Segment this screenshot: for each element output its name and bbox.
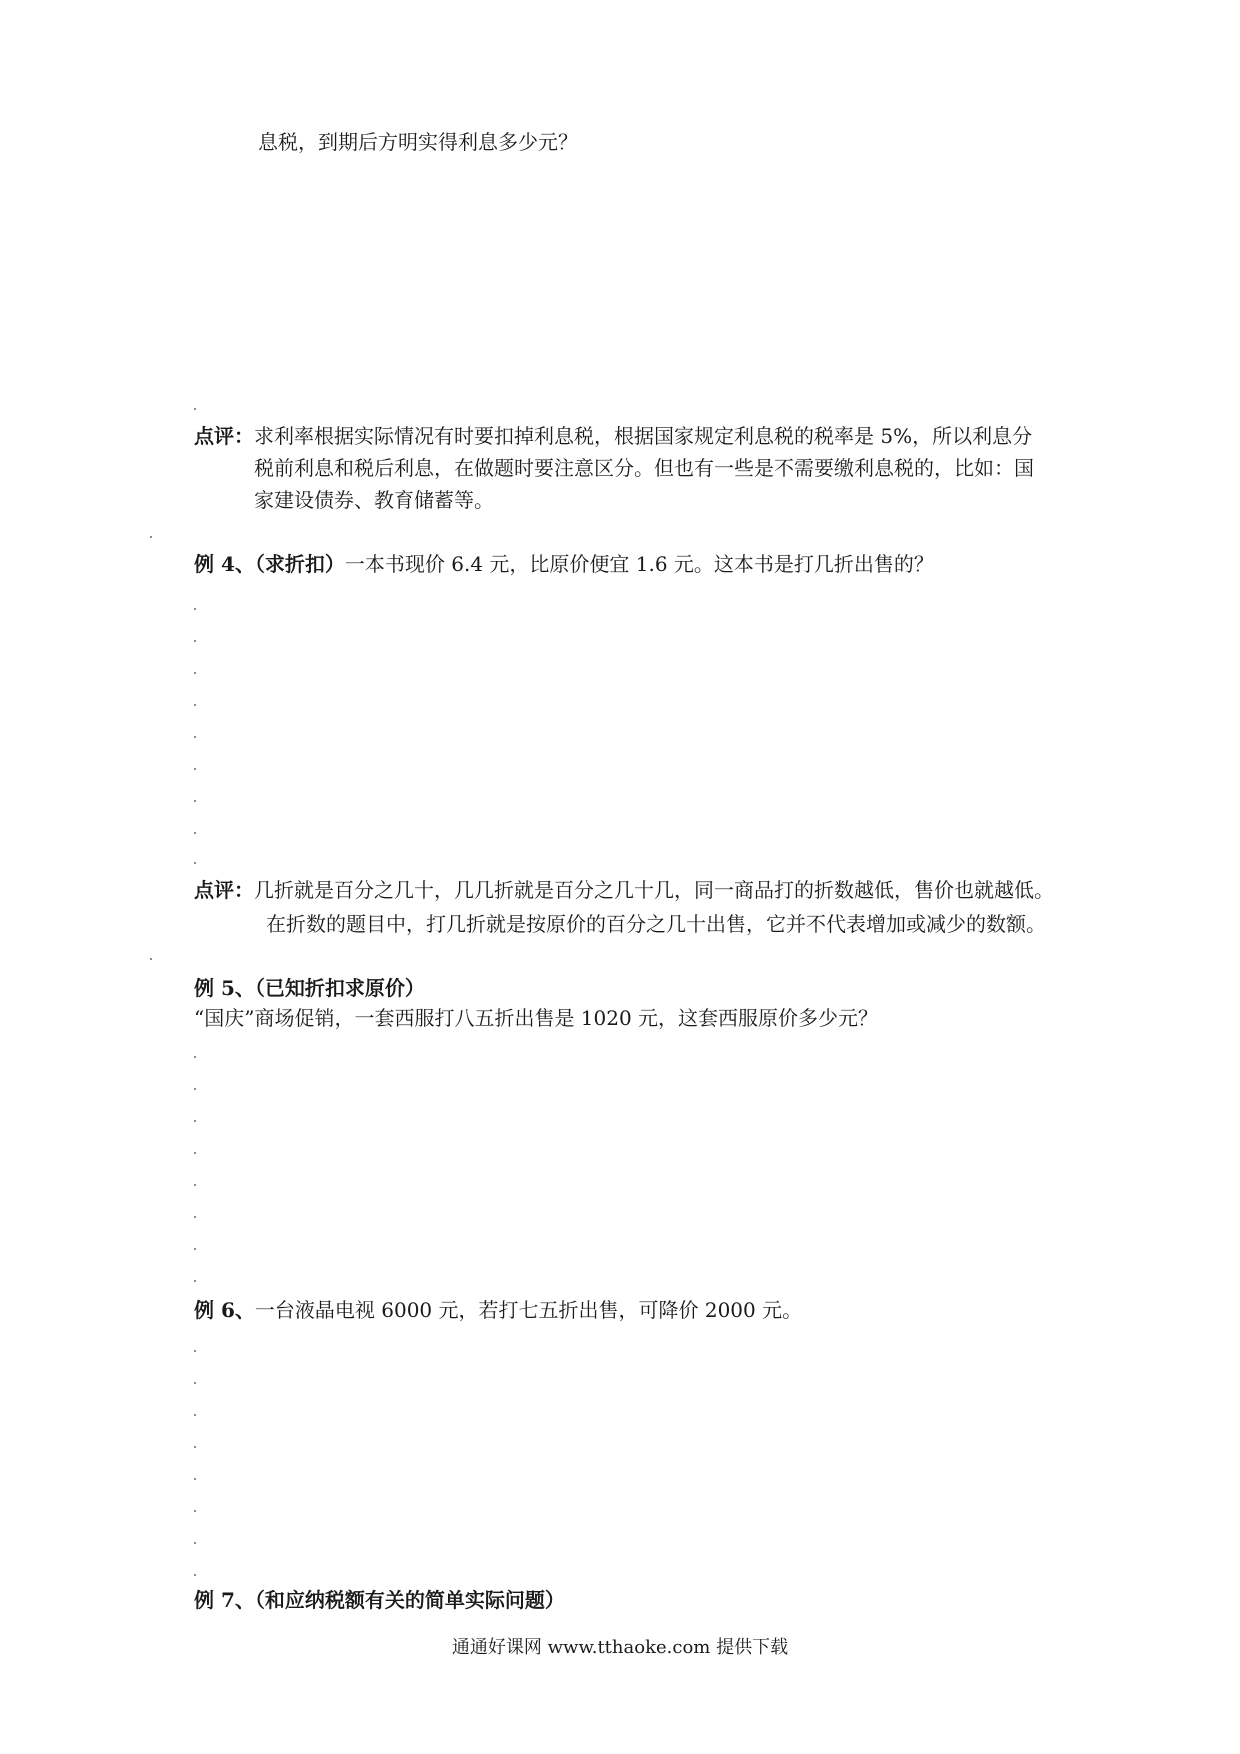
comment1-label: 点评： [194,424,254,448]
artifact-dot [194,1478,196,1480]
artifact-dot [194,1088,196,1090]
comment2-text1: 几折就是百分之几十，几几折就是百分之几十几，同一商品打的折数越低，售价也就越低。 [254,878,1054,902]
artifact-dot [194,640,196,642]
artifact-dot [150,536,152,538]
artifact-dot [194,1248,196,1250]
comment1-text1: 求利率根据实际情况有时要扣掉利息税，根据国家规定利息税的税率是 5%，所以利息分 [254,424,1033,448]
example6-label: 例 6、 [194,1298,255,1322]
artifact-dot [194,1216,196,1218]
artifact-dot [194,1120,196,1122]
comment1-line3: 家建设债券、教育储蓄等。 [254,488,494,512]
example5-label: 例 5、 [194,976,255,1000]
example4-title: （求折扣） [254,552,345,576]
example7-heading [194,1586,565,1614]
artifact-dot [194,1382,196,1384]
artifact-dot [194,800,196,802]
example4-label: 例 4、 [194,552,255,576]
example7-label: 例 7、 [194,1588,255,1612]
artifact-dot [194,1574,196,1576]
example5-title: （已知折扣求原价） [254,976,425,1000]
comment1-line1 [194,422,1032,450]
example5-text: “国庆”商场促销，一套西服打八五折出售是 1020 元，这套西服原价多少元？ [194,1006,879,1030]
artifact-dot [194,672,196,674]
artifact-dot [194,768,196,770]
page-footer: 通通好课网 www.tthaoke.com 提供下载 [451,1637,789,1658]
artifact-dot [150,958,152,960]
artifact-dot [194,1414,196,1416]
artifact-dot [194,608,196,610]
intro-continuation-text: 息税，到期后方明实得利息多少元？ [258,130,578,154]
example4-heading [194,550,934,578]
example6-heading [194,1296,802,1324]
comment2-line2: 在折数的题目中，打几折就是按原价的百分之几十出售，它并不代表增加或减少的数额。 [266,912,1046,936]
artifact-dot [194,1542,196,1544]
artifact-dot [194,1280,196,1282]
comment1-line2: 税前利息和税后利息，在做题时要注意区分。但也有一些是不需要缴利息税的，比如：国 [254,456,1034,480]
artifact-dot [194,832,196,834]
artifact-dot [194,1152,196,1154]
artifact-dot [194,1184,196,1186]
artifact-dot [194,408,196,410]
artifact-dot [194,736,196,738]
comment2-line1 [194,876,1054,904]
artifact-dot [194,1510,196,1512]
example4-text: 一本书现价 6.4 元，比原价便宜 1.6 元。这本书是打几折出售的？ [344,552,934,576]
example7-title: （和应纳税额有关的简单实际问题） [254,1588,565,1612]
example6-text: 一台液晶电视 6000 元，若打七五折出售，可降价 2000 元。 [254,1298,803,1322]
artifact-dot [194,704,196,706]
example5-heading [194,974,425,1002]
comment2-label: 点评： [194,878,254,902]
artifact-dot [194,862,196,864]
artifact-dot [194,1446,196,1448]
artifact-dot [194,1056,196,1058]
artifact-dot [194,1350,196,1352]
